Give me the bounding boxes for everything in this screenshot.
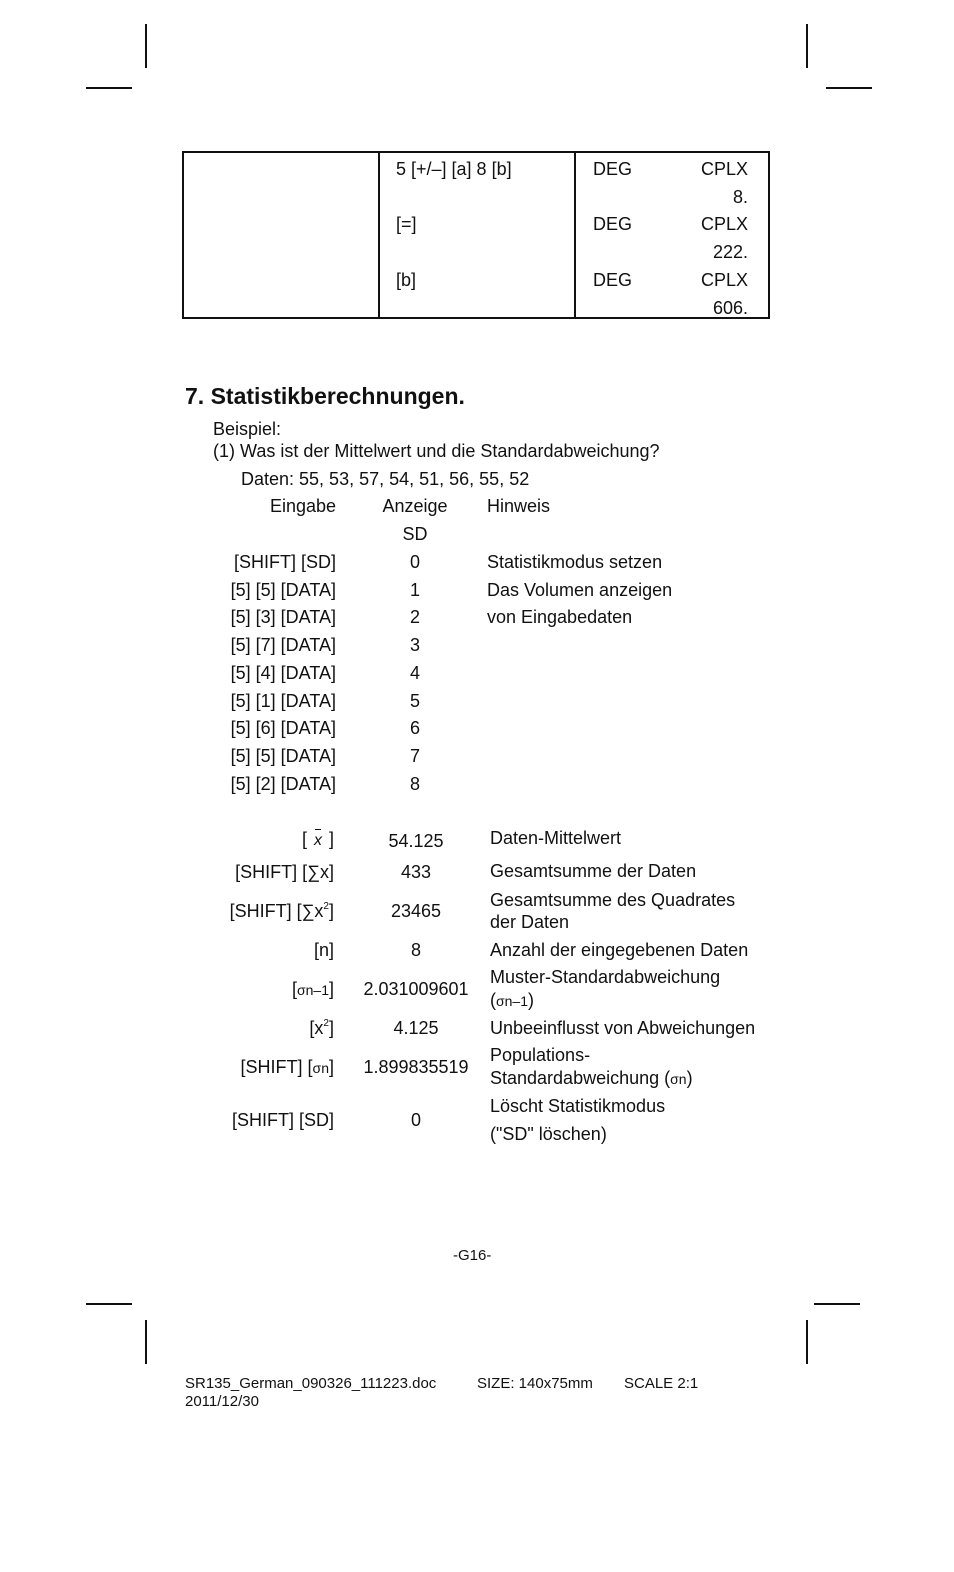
note-sum: Gesamtsumme der Daten: [490, 861, 697, 881]
entry-input: [5] [4] [DATA]: [230, 663, 336, 683]
key-text: [SHIFT] [: [240, 1057, 313, 1077]
sigma-n-1-symbol: σn–1: [496, 993, 528, 1009]
table-row-mode: DEG: [593, 159, 633, 179]
entry-display: 4: [409, 663, 420, 683]
key-bracket: [: [301, 829, 307, 849]
key-sum: [SHIFT] [∑x]: [235, 862, 334, 882]
key-bracket: ]: [328, 829, 334, 849]
entry-display: 6: [409, 718, 420, 738]
crop-mark-bottom-right-vertical: [806, 1320, 808, 1364]
sigma-n-symbol: σn: [312, 1060, 329, 1076]
footer-filename: SR135_German_090326_111223.doc: [185, 1375, 437, 1392]
section-title: 7. Statistikberechnungen.: [185, 383, 465, 409]
entry-input: [5] [5] [DATA]: [230, 580, 336, 600]
entry-input: [5] [1] [DATA]: [230, 691, 336, 711]
entry-note: Das Volumen anzeigen: [487, 580, 673, 600]
key-text: [SHIFT] [∑x: [229, 901, 324, 921]
key-sample-sd: [180, 978, 334, 1001]
note-clear-line2: ("SD" löschen): [490, 1124, 607, 1144]
display-population-sd: 1.899835519: [363, 1057, 469, 1077]
key-variance: [180, 1017, 334, 1039]
table-row-value: 606.: [712, 298, 748, 318]
note-sum-squares-line2: der Daten: [490, 912, 570, 932]
display-sum-squares: 23465: [390, 901, 442, 921]
key-bracket: ]: [328, 1057, 334, 1077]
display-sample-sd: 2.031009601: [363, 979, 469, 999]
header-input: Eingabe: [269, 496, 336, 516]
key-sum-squares: [180, 900, 334, 922]
note-clear-line1: Löscht Statistikmodus: [490, 1096, 666, 1116]
header-display: Anzeige: [382, 496, 448, 516]
operation-table: [182, 151, 770, 319]
table-row-input: [b]: [396, 270, 417, 290]
footer-size: SIZE: 140x75mm: [477, 1375, 593, 1392]
key-bracket: ]: [328, 979, 334, 999]
crop-mark-bottom-left-vertical: [145, 1320, 147, 1364]
entry-input: [5] [6] [DATA]: [230, 718, 336, 738]
table-row-mode: DEG: [593, 270, 633, 290]
table-row-value: 222.: [712, 242, 748, 262]
page-number: -G16-: [453, 1247, 492, 1264]
entry-display: 0: [409, 552, 420, 572]
header-note: Hinweis: [487, 496, 551, 516]
header-display-mode: SD: [402, 524, 428, 544]
note-population-sd-line1: Populations-: [490, 1045, 591, 1065]
crop-mark-bottom-right-horizontal: [814, 1303, 860, 1305]
note-paren: (: [490, 990, 496, 1010]
entry-display: 5: [409, 691, 420, 711]
x-bar-symbol: x: [312, 830, 324, 852]
note-sample-sd-line1: Muster-Standardabweichung: [490, 967, 721, 987]
display-variance: 4.125: [393, 1018, 439, 1038]
entry-display: 3: [409, 635, 420, 655]
entry-display: 8: [409, 774, 420, 794]
entry-input: [SHIFT] [SD]: [233, 552, 336, 572]
example-label: Beispiel:: [213, 419, 282, 439]
entry-input: [5] [3] [DATA]: [230, 607, 336, 627]
note-paren: ): [686, 1068, 693, 1088]
data-line: Daten: 55, 53, 57, 54, 51, 56, 55, 52: [241, 469, 530, 489]
entry-input: [5] [7] [DATA]: [230, 635, 336, 655]
key-text: ]: [328, 1018, 334, 1038]
table-row-mode: DEG: [593, 214, 633, 234]
entry-display: 2: [409, 607, 420, 627]
note-count: Anzahl der eingegebenen Daten: [490, 940, 749, 960]
crop-mark-top-right-vertical: [806, 24, 808, 68]
sigma-n-1-symbol: σn–1: [296, 982, 329, 998]
sigma-n-symbol: σn: [670, 1071, 687, 1087]
note-text: Standardabweichung (: [490, 1068, 671, 1088]
key-population-sd: [180, 1056, 334, 1079]
key-bracket: [: [291, 979, 297, 999]
display-sum: 433: [400, 862, 432, 882]
superscript-two: 2: [323, 1018, 329, 1029]
display-clear: 0: [410, 1110, 421, 1130]
key-mean: [180, 828, 334, 852]
key-count: [n]: [313, 940, 334, 960]
table-column-divider: [574, 153, 576, 317]
table-row-flag: CPLX: [700, 270, 748, 290]
crop-mark-top-left-horizontal: [86, 87, 132, 89]
note-sample-sd-line2: [490, 989, 534, 1012]
note-sum-squares-line1: Gesamtsumme des Quadrates: [490, 890, 736, 910]
key-text: ]: [328, 901, 334, 921]
entry-note: Statistikmodus setzen: [487, 552, 663, 572]
crop-mark-top-right-horizontal: [826, 87, 872, 89]
footer-date: 2011/12/30: [185, 1393, 259, 1410]
crop-mark-bottom-left-horizontal: [86, 1303, 132, 1305]
entry-input: [5] [5] [DATA]: [230, 746, 336, 766]
entry-display: 7: [409, 746, 420, 766]
key-clear: [SHIFT] [SD]: [231, 1110, 334, 1130]
table-row-value: 8.: [732, 187, 748, 207]
superscript-two: 2: [323, 901, 329, 912]
table-row-input: [=]: [396, 214, 417, 234]
example-question: (1) Was ist der Mittelwert und die Standardabweichung?: [213, 441, 660, 461]
table-row-input: 5 [+/–] [a] 8 [b]: [396, 159, 512, 179]
note-variance: Unbeeinflusst von Abweichungen: [490, 1018, 756, 1038]
key-text: [x: [309, 1018, 324, 1038]
display-mean: 54.125: [388, 831, 444, 851]
display-count: 8: [410, 940, 421, 960]
table-column-divider: [378, 153, 380, 317]
note-mean: Daten-Mittelwert: [490, 828, 622, 848]
entry-display: 1: [409, 580, 420, 600]
table-row-flag: CPLX: [700, 214, 748, 234]
footer-scale: SCALE 2:1: [624, 1375, 699, 1392]
note-paren: ): [528, 990, 534, 1010]
entry-input: [5] [2] [DATA]: [230, 774, 336, 794]
crop-mark-top-left-vertical: [145, 24, 147, 68]
note-population-sd-line2: [490, 1067, 693, 1090]
entry-note: von Eingabedaten: [487, 607, 633, 627]
table-row-flag: CPLX: [700, 159, 748, 179]
